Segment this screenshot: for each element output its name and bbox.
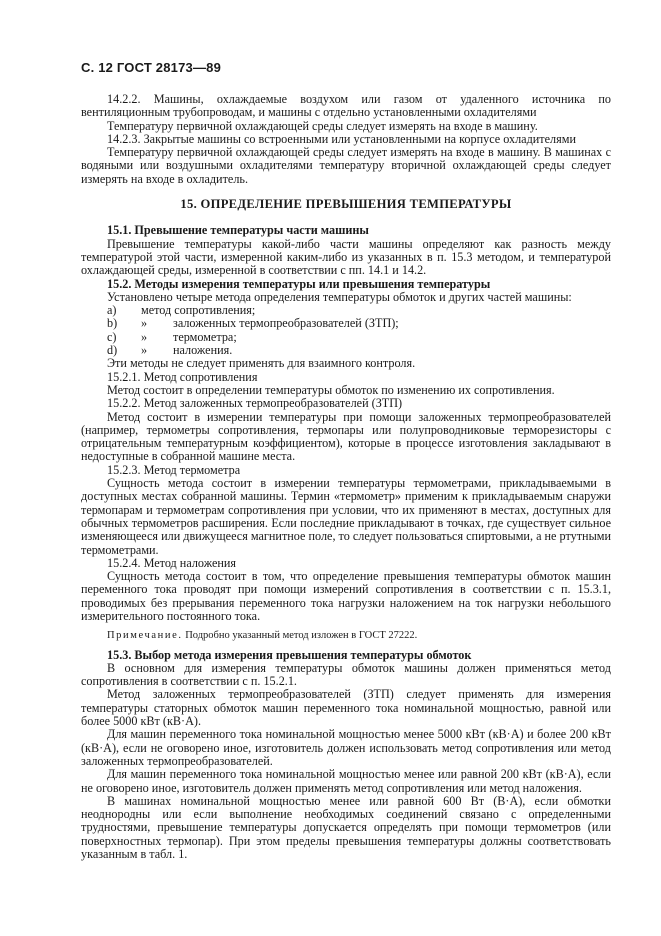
- list-item: [81, 304, 611, 317]
- list-item: [81, 344, 611, 357]
- list-text: наложения.: [173, 343, 233, 358]
- subheading-15-2: 15.2. Методы измерения температуры или превышения температуры: [107, 276, 491, 291]
- heading-15-2-1: 15.2.1. Метод сопротивления: [107, 369, 258, 384]
- list-marker: а): [107, 303, 117, 318]
- paragraph-15-3c: Для машин переменного тока номинальной мощностью менее 5000 кВт (кВ·А) и более 200 кВт (кВ·А), если не оговорено иное, изготовитель должен использовать метод сопротивления или метод заложенных термопреобразователей.: [81, 727, 611, 768]
- paragraph-15-3b: Метод заложенных термопреобразователей (ЗТП) следует применять для измерения температуры статорных обмоток машин переменного тока номинальной мощностью, равной или более 5000 кВт (кВ·А).: [81, 687, 611, 729]
- heading-15-2-2: 15.2.2. Метод заложенных термопреобразователей (ЗТП): [107, 396, 403, 411]
- list-marker: d): [107, 343, 118, 358]
- paragraph-15-2-3: Сущность метода состоит в измерении температуры термометрами, прикладываемыми в доступных местах собранной машины. Термин «термометр» применим к прикладываемым снаружи термопарам и термометрам сопротивления при условии, что их применяют в местах, доступных для обычных термометров расширения. Если последние прикладывают в точках, где существует сильное изменяющееся или движущееся магнитное поле, то следует пользоваться спиртовыми, а не ртутными термометрами.: [81, 476, 611, 557]
- page-header: С. 12 ГОСТ 28173—89: [81, 60, 222, 75]
- subheading-15-1: 15.1. Превышение температуры части машины: [107, 223, 369, 238]
- ditto-mark: »: [141, 329, 148, 344]
- paragraph-15-3e: В машинах номинальной мощностью менее или равной 600 Вт (В·А), если обмотки неоднородны или если выполнение необходимых соединений связано с определенными трудностями, превышение температуры допускается определять при помощи термометров (или поверхностных термопар). При этом пределы превышения температуры должны соответствовать указанным в табл. 1.: [81, 793, 611, 862]
- list-item: [81, 331, 611, 344]
- heading-15-2-4: 15.2.4. Метод наложения: [107, 555, 237, 570]
- paragraph-15-2-4: Сущность метода состоит в том, что определение превышения температуры обмоток машин переменного тока проводят при помощи измерений сопротивления в соответствии с п. 15.3.1, проводимых без прерывания переменного тока нагрузки наложением на ток нагрузки небольшого измерительного постоянного тока.: [81, 569, 611, 623]
- paragraph-15-2: Установлено четыре метода определения температуры обмоток и других частей машины:: [107, 289, 572, 304]
- paragraph-15-3d: Для машин переменного тока номинальной мощностью менее или равной 200 кВт (кВ·А), если не оговорено иное, изготовитель должен применять метод сопротивления или метод наложения.: [81, 767, 611, 795]
- note: [81, 629, 611, 642]
- paragraph-15-2b: Эти методы не следует применять для взаимного контроля.: [107, 356, 416, 371]
- note-label: Примечание.: [107, 630, 183, 642]
- paragraph-14-2-3: 14.2.3. Закрытые машины со встроенными или установленными на корпусе охладителями: [107, 131, 576, 146]
- paragraph-15-2-2: Метод состоит в измерении температуры при помощи заложенных термопреобразователей (например, термометры сопротивления, термопары или полупроводниковые терморезисторы с отрицательным температурным коэффициентом), которые в процессе изготовления закладывают в недоступные в собранной машине места.: [81, 409, 611, 464]
- list-item: [81, 317, 611, 330]
- paragraph-14-2-2: 14.2.2. Машины, охлаждаемые воздухом или газом от удаленного источника по вентиляционным трубопроводам, и машины с отдельно установленными охладителями: [81, 92, 611, 120]
- list-text: заложенных термопреобразователей (ЗТП);: [173, 316, 399, 331]
- note-text: Подробно указанный метод изложен в ГОСТ 27222.: [182, 630, 418, 642]
- list-marker: b): [107, 316, 118, 331]
- paragraph-14-2-3b: Температуру первичной охлаждающей среды следует измерять на входе в машину. В машинах с водяными или воздушными охладителями температуру вторичной охлаждающей среды следует измерять на входе в охладитель.: [81, 145, 611, 186]
- ditto-mark: »: [141, 343, 148, 358]
- paragraph-15-3a: В основном для измерения температуры обмоток машины должен применяться метод сопротивления в соответствии с п. 15.2.1.: [81, 660, 611, 689]
- methods-list: [81, 304, 611, 357]
- section-15-heading: 15. ОПРЕДЕЛЕНИЕ ПРЕВЫШЕНИЯ ТЕМПЕРАТУРЫ: [180, 197, 512, 212]
- document-body: [81, 93, 611, 861]
- list-text: термометра;: [173, 329, 237, 344]
- subheading-15-3: 15.3. Выбор метода измерения превышения температуры обмоток: [107, 647, 472, 662]
- list-marker: с): [107, 329, 117, 344]
- paragraph-15-1: Превышение температуры какой-либо части машины определяют как разность между температурой этой части, измеренной каким-либо из указанных в п. 15.3 методом, и температурой охлаждающей среды, измеренной в соответствии с пп. 14.1 и 14.2.: [81, 236, 611, 278]
- paragraph-15-2-1: Метод состоит в определении температуры обмоток по изменению их сопротивления.: [107, 382, 555, 397]
- ditto-mark: »: [141, 316, 148, 331]
- paragraph-14-2-2b: Температуру первичной охлаждающей среды следует измерять на входе в машину.: [107, 118, 538, 133]
- list-text: метод сопротивления;: [141, 303, 256, 318]
- heading-15-2-3: 15.2.3. Метод термометра: [107, 462, 241, 477]
